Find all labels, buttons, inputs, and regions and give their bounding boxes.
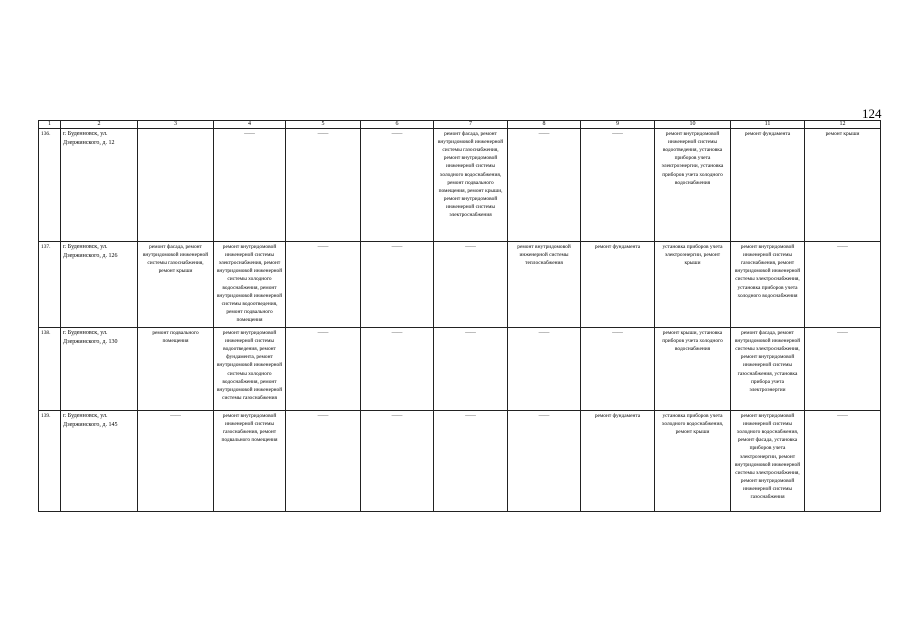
page-number: 124 (862, 106, 882, 121)
col-header: 7 (434, 121, 508, 129)
row-number: 137. (39, 242, 61, 328)
cell-col6: —— (361, 129, 434, 242)
address-cell: г. Буденновск, ул. Дзержинского, д. 12 (61, 129, 138, 242)
cell-col6: —— (361, 242, 434, 328)
cell-col12: —— (805, 411, 881, 512)
repair-schedule-table (38, 120, 881, 512)
cell-col4: ремонт внутридомовой инженерной системы электроснабжения, ремонт внутридомовой инженерной системы холодного водоснабжения, ремонт внутридомовой инженерной системы водоотведения, ремонт подвального помещения (214, 242, 286, 328)
table-row (39, 411, 881, 512)
col-header: 12 (805, 121, 881, 129)
col-header: 10 (655, 121, 731, 129)
row-number: 136. (39, 129, 61, 242)
cell-col9: ремонт фундамента (581, 411, 655, 512)
address-cell: г. Буденновск, ул. Дзержинского, д. 126 (61, 242, 138, 328)
col-header: 4 (214, 121, 286, 129)
cell-col11: ремонт фасада, ремонт внутридомовой инженерной системы электроснабжения, ремонт внутридомовой инженерной системы газоснабжения, установка прибора учета электроэнергии (731, 328, 805, 411)
cell-col11: ремонт внутридомовой инженерной системы газоснабжения, ремонт внутридомовой инженерной системы электроснабжения, установка приборов учета холодного водоснабжения (731, 242, 805, 328)
cell-col8: ремонт внутридомовой инженерной системы теплоснабжения (508, 242, 581, 328)
cell-col12: —— (805, 328, 881, 411)
cell-col8: —— (508, 411, 581, 512)
cell-col7: —— (434, 411, 508, 512)
cell-col5: —— (286, 242, 361, 328)
address-cell: г. Буденновск, ул. Дзержинского, д. 145 (61, 411, 138, 512)
table-row (39, 129, 881, 242)
cell-col9: ремонт фундамента (581, 242, 655, 328)
cell-col7: ремонт фасада, ремонт внутридомовой инженерной системы газоснабжения, ремонт внутридомовой инженерной системы холодного водоснабжения, ремонт подвального помещения, ремонт крыши, ремонт внутридомовой инженерной системы электроснабжения (434, 129, 508, 242)
row-number: 138. (39, 328, 61, 411)
cell-col10: установка приборов учета холодного водоснабжения, ремонт крыши (655, 411, 731, 512)
cell-col8: —— (508, 328, 581, 411)
cell-col5: —— (286, 129, 361, 242)
cell-col4: ремонт внутридомовой инженерной системы водоотведения, ремонт фундамента, ремонт внутридомовой инженерной системы холодного водоснабжения, ремонт внутридомовой инженерной системы газоснабжения (214, 328, 286, 411)
cell-col11: ремонт внутридомовой инженерной системы холодного водоснабжения, ремонт фасада, установка приборов учета электроэнергии, ремонт внутридомовой инженерной системы электроснабжения, ремонт внутридомовой инженерной системы газоснабжения (731, 411, 805, 512)
cell-col3: —— (138, 411, 214, 512)
cell-col4: —— (214, 129, 286, 242)
address-cell: г. Буденновск, ул. Дзержинского, д. 130 (61, 328, 138, 411)
cell-col6: —— (361, 411, 434, 512)
cell-col12: ремонт крыши (805, 129, 881, 242)
cell-col6: —— (361, 328, 434, 411)
cell-col3: ремонт подвального помещения (138, 328, 214, 411)
cell-col4: ремонт внутридомовой инженерной системы газоснабжения, ремонт подвального помещения (214, 411, 286, 512)
header-row (39, 121, 881, 129)
col-header: 11 (731, 121, 805, 129)
cell-col5: —— (286, 411, 361, 512)
cell-col3 (138, 129, 214, 242)
table-row (39, 242, 881, 328)
col-header: 8 (508, 121, 581, 129)
row-number: 139. (39, 411, 61, 512)
col-header: 3 (138, 121, 214, 129)
cell-col10: ремонт внутридомовой инженерной системы водоотведения, установка приборов учета электроэнергии, установка приборов учета холодного водоснабжения (655, 129, 731, 242)
cell-col11: ремонт фундамента (731, 129, 805, 242)
table-row (39, 328, 881, 411)
cell-col7: —— (434, 242, 508, 328)
col-header: 5 (286, 121, 361, 129)
cell-col12: —— (805, 242, 881, 328)
col-header: 2 (61, 121, 138, 129)
cell-col8: —— (508, 129, 581, 242)
cell-col9: —— (581, 328, 655, 411)
col-header: 6 (361, 121, 434, 129)
cell-col5: —— (286, 328, 361, 411)
cell-col10: ремонт крыши, установка приборов учета холодного водоснабжения (655, 328, 731, 411)
col-header: 1 (39, 121, 61, 129)
cell-col9: —— (581, 129, 655, 242)
cell-col10: установка приборов учета электроэнергии, ремонт крыши (655, 242, 731, 328)
col-header: 9 (581, 121, 655, 129)
cell-col7: —— (434, 328, 508, 411)
cell-col3: ремонт фасада, ремонт внутридомовой инженерной системы газоснабжения, ремонт крыши (138, 242, 214, 328)
